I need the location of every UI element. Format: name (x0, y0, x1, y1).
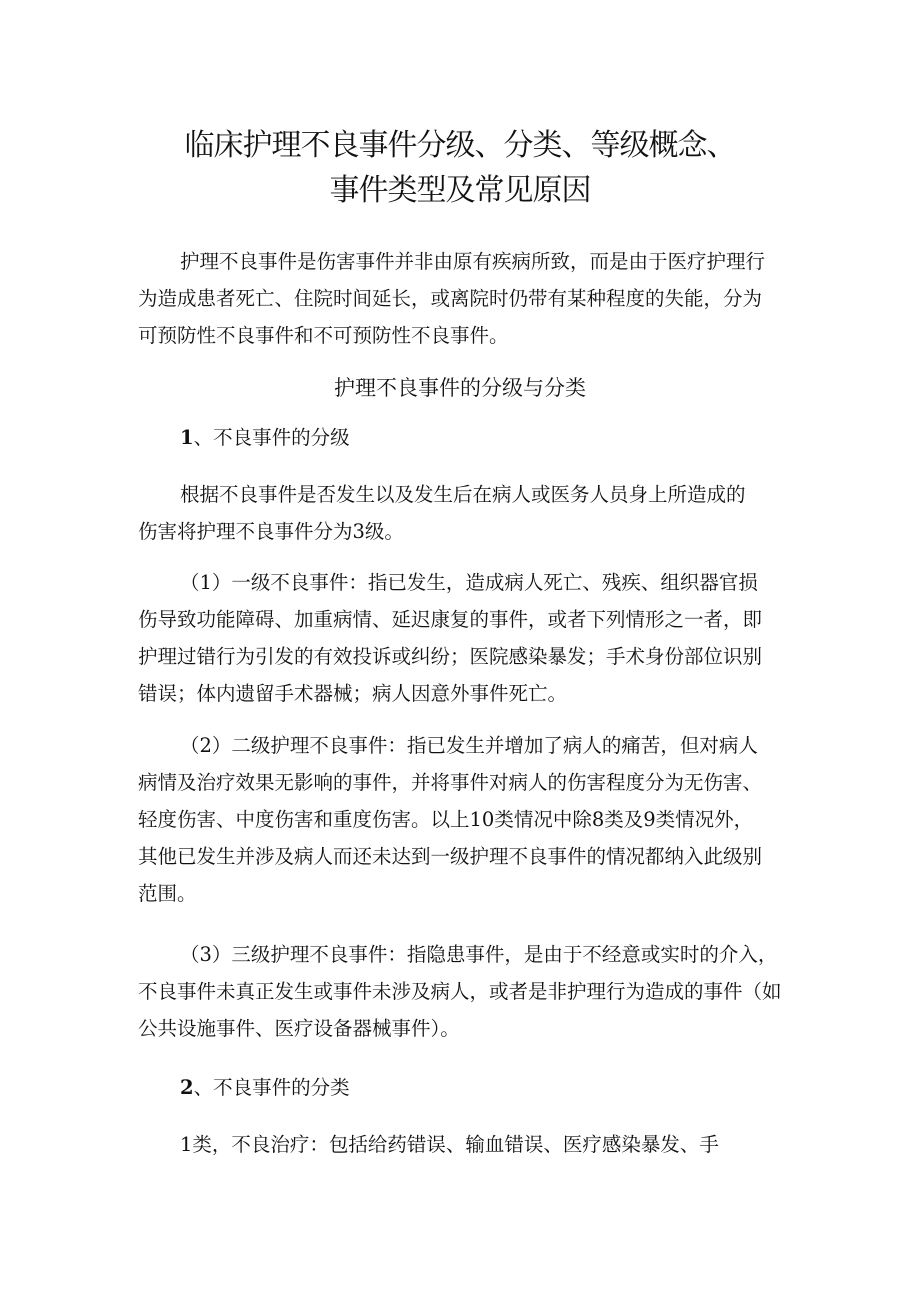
level2-line: 病情及治疗效果无影响的事件，并将事件对病人的伤害程度分为无伤害、 (138, 771, 763, 794)
level1-line: 伤导致功能障碍、加重病情、延迟康复的事件，或者下列情形之一者，即 (138, 608, 763, 631)
subheading-text: 、不良事件的分类 (193, 1076, 350, 1099)
intro-line: 护理不良事件是伤害事件并非由原有疾病所致，而是由于医疗护理行 (180, 250, 766, 273)
subheading-grading (180, 422, 350, 450)
grading-intro-line: 伤害将护理不良事件分为3级。 (138, 520, 404, 543)
level2-line: （2）二级护理不良事件：指已发生并增加了病人的痛苦，但对病人 (180, 734, 758, 757)
grading-intro-line: 根据不良事件是否发生以及发生后在病人或医务人员身上所造成的 (180, 483, 746, 506)
level2-paragraph (138, 727, 788, 912)
level1-line: （1）一级不良事件：指已发生，造成病人死亡、残疾、组织器官损 (180, 571, 758, 594)
level2-line: 范围。 (138, 882, 197, 905)
section-heading: 护理不良事件的分级与分类 (334, 376, 586, 400)
subheading-text: 、不良事件的分级 (193, 426, 350, 449)
class1-line: 1类，不良治疗：包括给药错误、输血错误、医疗感染暴发、手 (180, 1133, 719, 1156)
level3-line: （3）三级护理不良事件：指隐患事件，是由于不经意或实时的介入， (180, 943, 778, 966)
intro-line: 为造成患者死亡、住院时间延长，或离院时仍带有某种程度的失能，分为 (138, 287, 763, 310)
level1-line: 错误；体内遗留手术器械；病人因意外事件死亡。 (138, 682, 568, 705)
intro-paragraph (138, 243, 788, 354)
level3-line: 公共设施事件、医疗设备器械事件）。 (138, 1017, 460, 1040)
subheading-classification (180, 1072, 350, 1100)
subheading-number: 1 (180, 426, 194, 449)
intro-line: 可预防性不良事件和不可预防性不良事件。 (138, 324, 509, 347)
grading-intro-paragraph (138, 476, 788, 550)
document-title-line-2: 事件类型及常见原因 (329, 173, 591, 208)
document-title-line-1: 临床护理不良事件分级、分类、等级概念、 (184, 128, 736, 163)
subheading-number: 2 (180, 1076, 194, 1099)
level1-line: 护理过错行为引发的有效投诉或纠纷；医院感染暴发；手术身份部位识别 (138, 645, 763, 668)
class1-paragraph (138, 1126, 788, 1163)
level1-paragraph (138, 564, 788, 712)
level3-paragraph (138, 936, 788, 1047)
level2-line: 轻度伤害、中度伤害和重度伤害。以上10类情况中除8类及9类情况外， (138, 808, 754, 831)
level3-line: 不良事件未真正发生或事件未涉及病人，或者是非护理行为造成的事件（如 (138, 980, 782, 1003)
level2-line: 其他已发生并涉及病人而还未达到一级护理不良事件的情况都纳入此级别 (138, 845, 763, 868)
